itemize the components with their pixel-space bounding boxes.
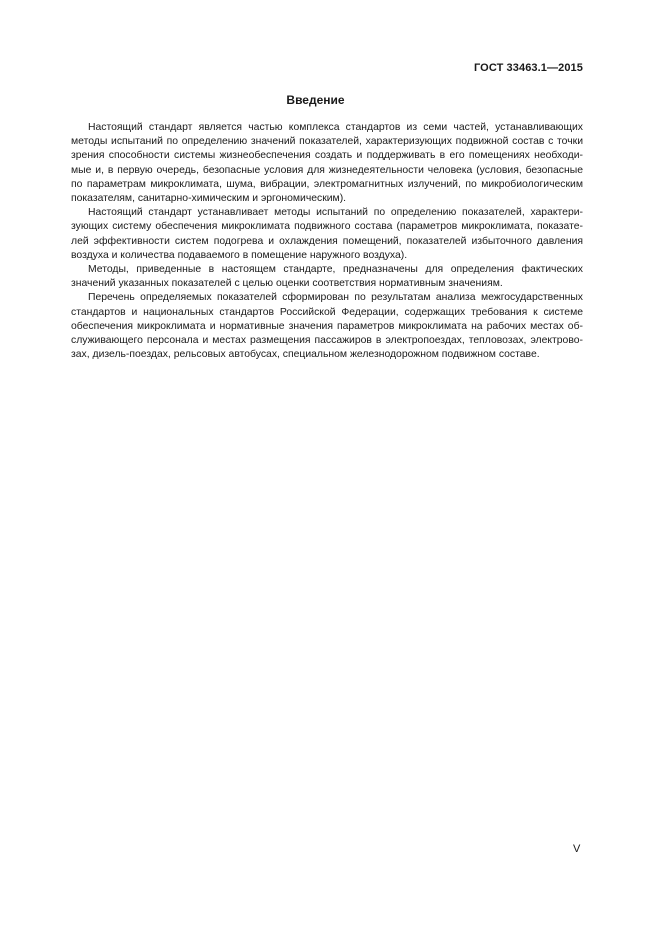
paragraph: Перечень определяемых показателей сформирован по результатам анализа межгосударственных стандартов и национальных стандартов Российской Федерации, содержащих требования к системе обеспечения микроклимата и нормативные значения параметров микроклимата на рабочих местах обслуживающего персонала и местах размещения пассажиров в электропоездах, тепловозах, электровозах, дизель-поездах, рельсовых автобусах, специальном железнодорожном подвижном составе. — [71, 292, 583, 361]
paragraph: Методы, приведенные в настоящем стандарте, предназначены для определения фактических значений указанных показателей с целью оценки соответствия нормативным значениям. — [71, 264, 583, 290]
paragraph: Настоящий стандарт является частью комплекса стандартов из семи частей, устанавливающих методы испытаний по определению значений показателей, характеризующих подвижной состав с точки зрения способности системы жизнеобеспечения создать и поддерживать в его помещениях необходимые и, в первую очередь, безопасные условия для жизнедеятельности человека (условия, безопасные по параметрам микроклимата, шума, вибрации, электромагнитных излучений, по микробиологическим показателям, санитарно-химическим и эргономическим). — [71, 122, 583, 205]
section-title: Введение — [286, 93, 345, 107]
document-code: ГОСТ 33463.1—2015 — [473, 62, 583, 74]
page-number: V — [573, 843, 581, 855]
paragraph: Настоящий стандарт устанавливает методы испытаний по определению показателей, характеризующих систему обеспечения микроклимата подвижного состава (параметров микроклимата, показателей эффективности систем подогрева и охлаждения помещений, показателей избыточного давления воздуха и количества подаваемого в помещение наружного воздуха). — [71, 207, 583, 261]
introduction-body — [71, 121, 583, 362]
